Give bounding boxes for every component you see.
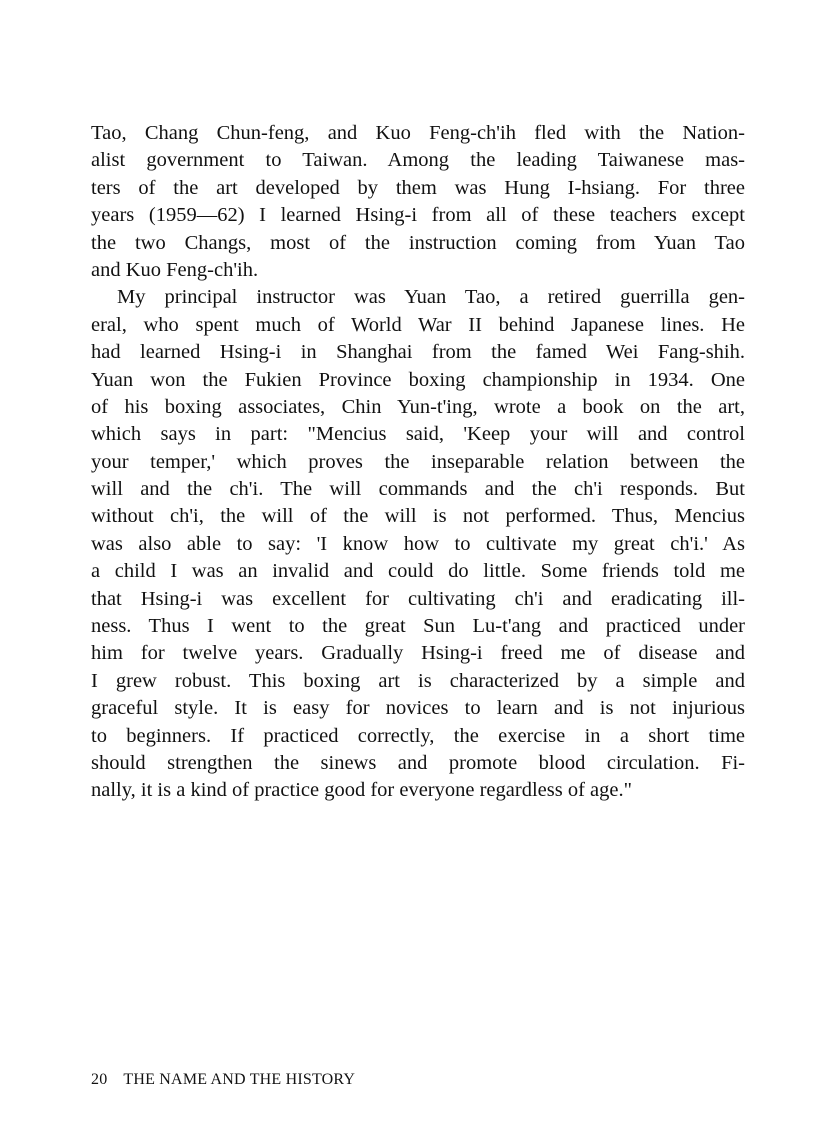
text-line: your temper,' which proves the inseparable relation between the <box>91 450 745 473</box>
text-line: a child I was an invalid and could do little. Some friends told me <box>91 560 745 583</box>
page-body <box>91 120 745 805</box>
text-line: eral, who spent much of World War II behind Japanese lines. He <box>91 313 745 336</box>
text-line: I grew robust. This boxing art is characterized by a simple and <box>91 669 745 692</box>
text-line: the two Changs, most of the instruction coming from Yuan Tao <box>91 231 745 254</box>
text-line: should strengthen the sinews and promote blood circulation. Fi- <box>91 751 745 774</box>
paragraph-2 <box>91 284 745 804</box>
text-line: will and the ch'i. The will commands and the ch'i responds. But <box>91 478 745 501</box>
text-line: Tao, Chang Chun-feng, and Kuo Feng-ch'ih fled with the Nation- <box>91 122 745 144</box>
text-line: Yuan won the Fukien Province boxing championship in 1934. One <box>91 368 745 391</box>
text-line: to beginners. If practiced correctly, the exercise in a short time <box>91 724 745 747</box>
text-line: of his boxing associates, Chin Yun-t'ing, wrote a book on the art, <box>91 395 745 418</box>
text-line: and Kuo Feng-ch'ih. <box>91 258 259 281</box>
text-line: alist government to Taiwan. Among the leading Taiwanese mas- <box>91 149 745 172</box>
text-line: ness. Thus I went to the great Sun Lu-t'ang and practiced under <box>91 615 745 638</box>
text-line: ters of the art developed by them was Hung I-hsiang. For three <box>91 176 745 199</box>
text-line: him for twelve years. Gradually Hsing-i freed me of disease and <box>91 642 745 665</box>
text-line: which says in part: "Mencius said, 'Keep your will and control <box>91 423 745 446</box>
running-head: THE NAME AND THE HISTORY <box>123 1071 356 1088</box>
text-line: My principal instructor was Yuan Tao, a retired guerrilla gen- <box>117 286 745 309</box>
paragraph-1 <box>91 120 745 284</box>
page-number: 20 <box>91 1071 108 1088</box>
text-line: years (1959—62) I learned Hsing-i from all of these teachers except <box>91 204 745 227</box>
text-line: without ch'i, the will of the will is not performed. Thus, Mencius <box>91 505 745 528</box>
text-line: nally, it is a kind of practice good for everyone regardless of age." <box>91 779 632 802</box>
page-footer <box>91 1070 355 1090</box>
text-line: that Hsing-i was excellent for cultivating ch'i and eradicating ill- <box>91 587 745 610</box>
text-line: graceful style. It is easy for novices to learn and is not injurious <box>91 697 745 720</box>
text-line: was also able to say: 'I know how to cultivate my great ch'i.' As <box>91 532 745 555</box>
text-line: had learned Hsing-i in Shanghai from the famed Wei Fang-shih. <box>91 341 745 364</box>
